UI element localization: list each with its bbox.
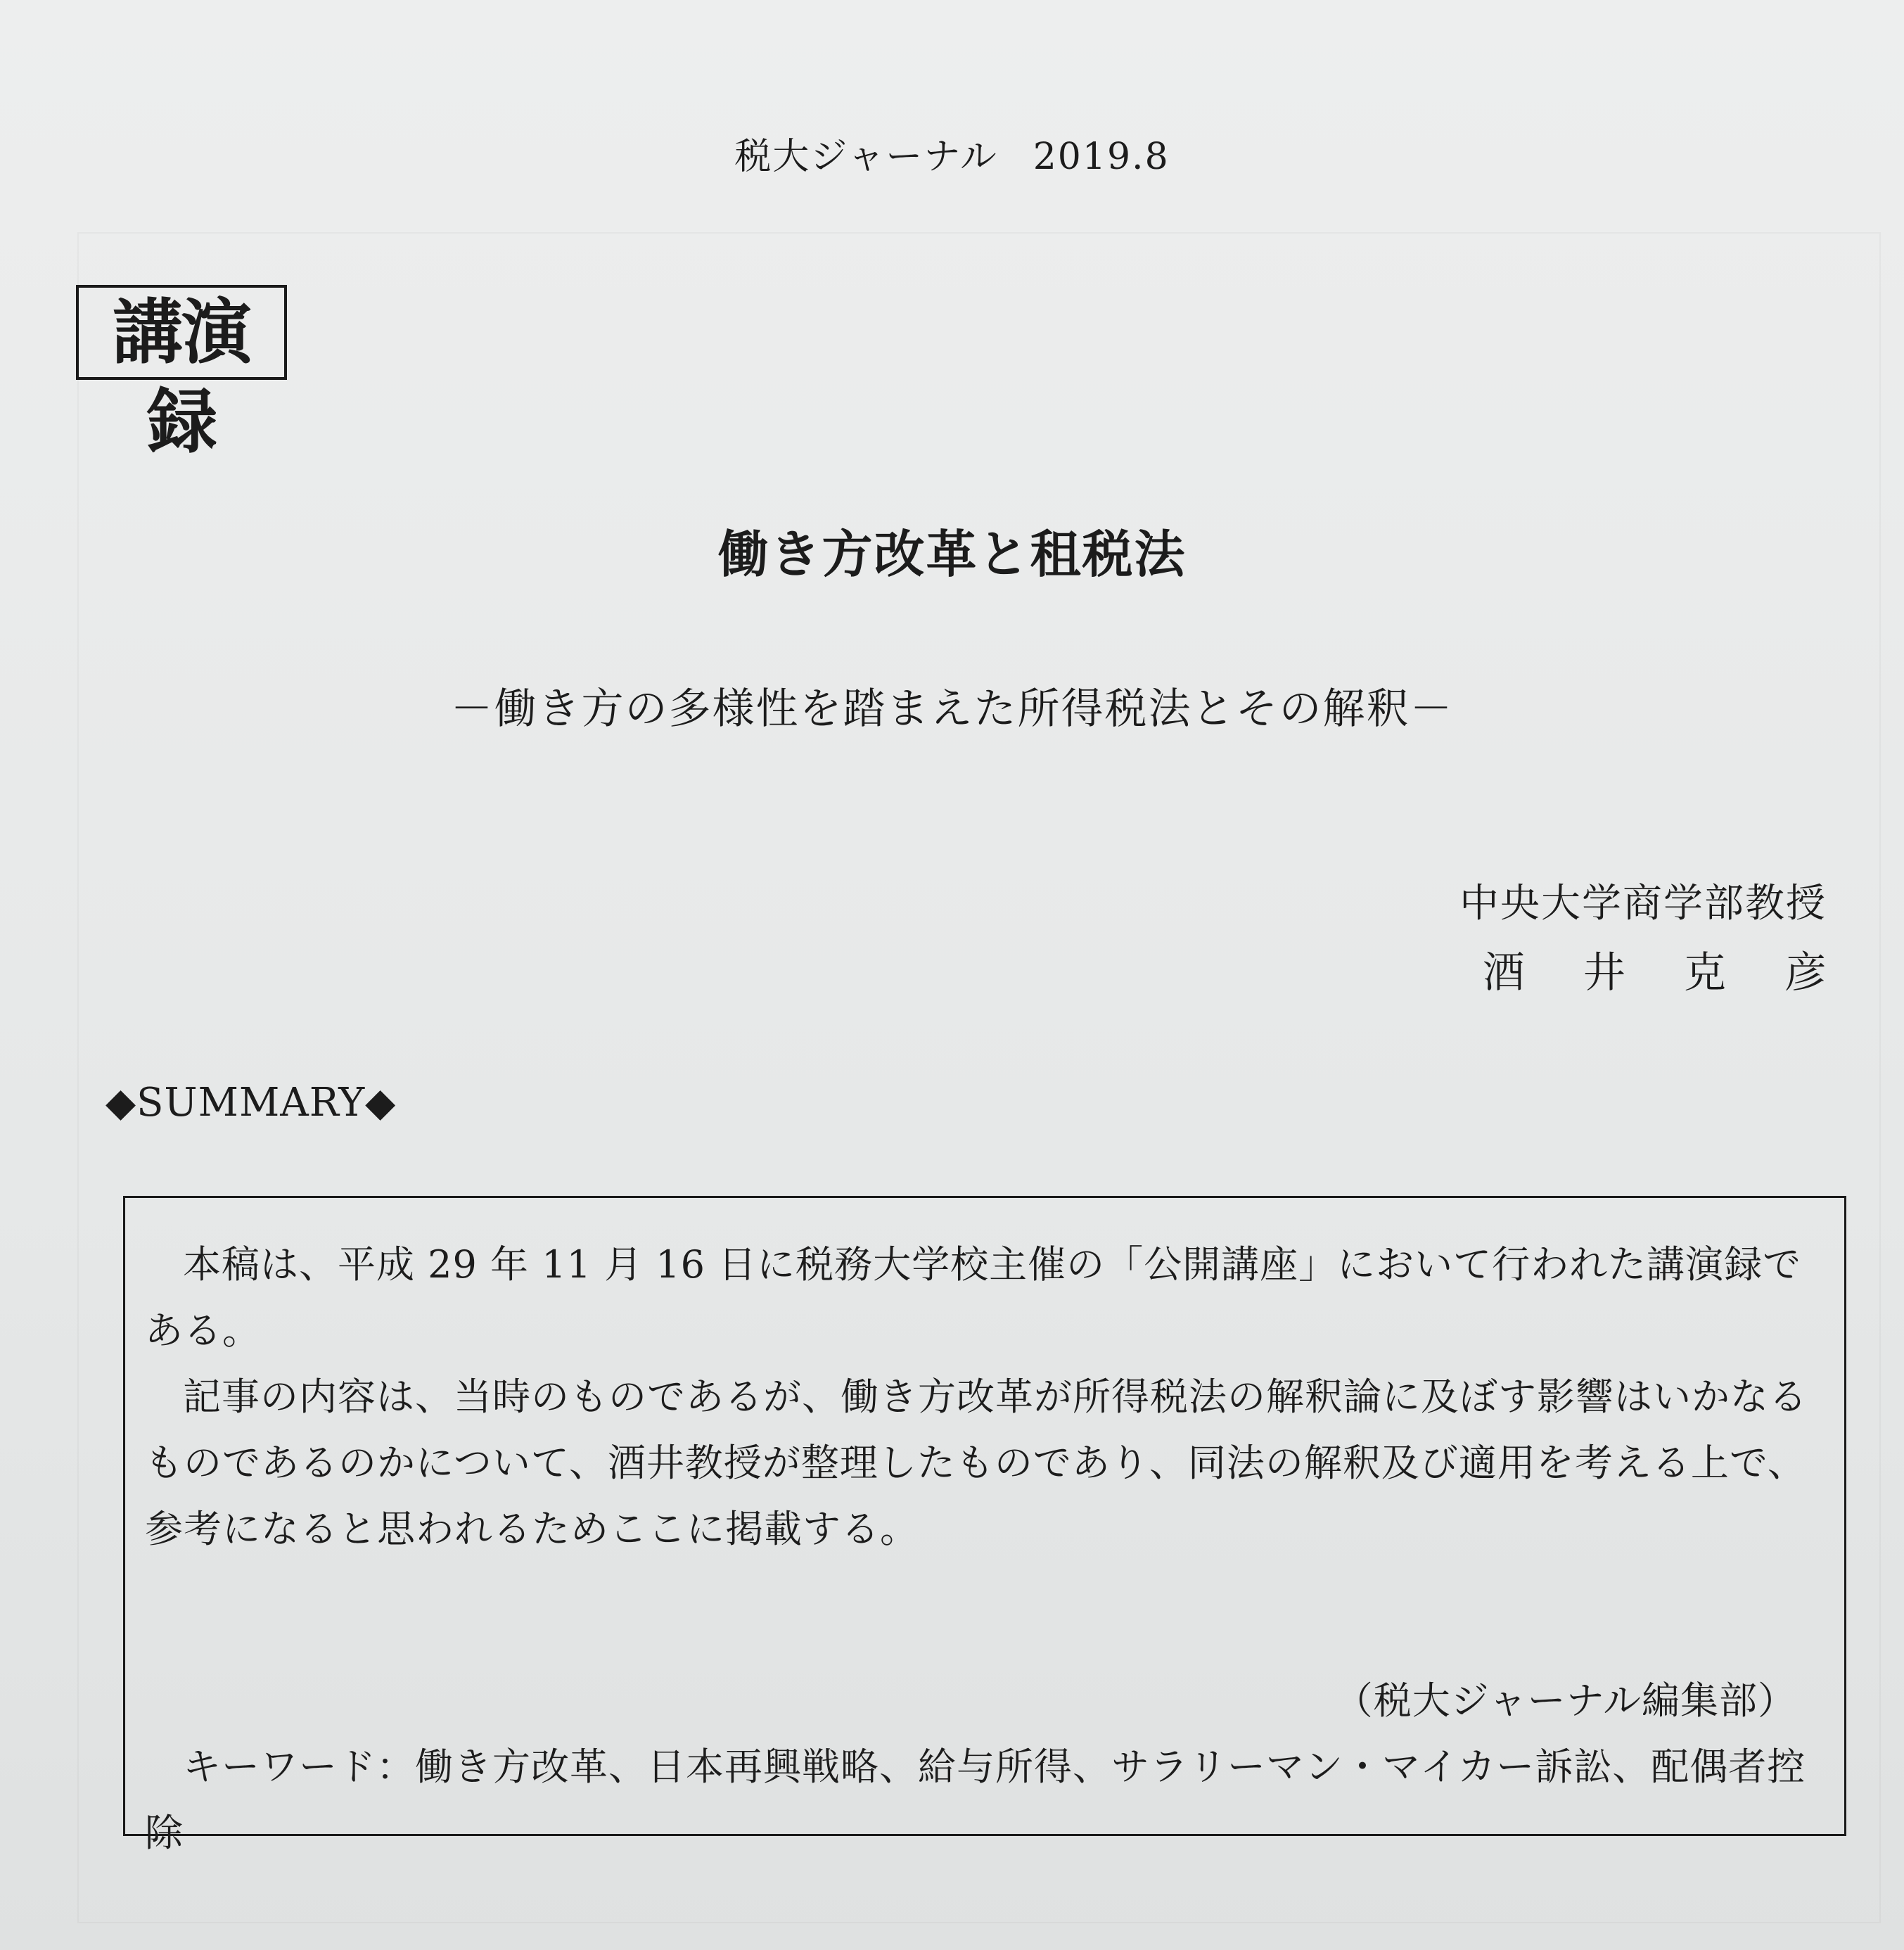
article-subtitle: －働き方の多様性を踏まえた所得税法とその解釈－ <box>450 684 1454 734</box>
journal-name: 税大ジャーナル <box>734 136 998 178</box>
author-affiliation: 中央大学商学部教授 <box>1459 881 1827 926</box>
keywords: キーワード：働き方改革、日本再興戦略、給与所得、サラリーマン・マイカー訴訟、配偶者控除 <box>145 1745 1806 1855</box>
summary-heading: ◆SUMMARY◆ <box>106 1080 397 1126</box>
journal-header <box>0 127 1904 179</box>
summary-paragraph-1: 本稿は、平成 29 年 11 月 16 日に税務大学校主催の「公開講座」において行われた講演録である。 <box>145 1242 1802 1353</box>
summary-box <box>123 1196 1846 1855</box>
author-name: 酒 井 克 彦 <box>1482 948 1849 998</box>
journal-issue: 2019.8 <box>1033 136 1170 178</box>
article-title: 働き方改革と租税法 <box>717 525 1187 584</box>
section-label: 講演録 <box>76 285 287 380</box>
editorial-credit: （税大ジャーナル編集部） <box>1334 1678 1796 1723</box>
summary-paragraph-2: 記事の内容は、当時のものであるが、働き方改革が所得税法の解釈論に及ぼす影響はいかなるものであるのかについて、酒井教授が整理したものであり、同法の解釈及び適用を考える上で、参考になると思われるためここに掲載する。 <box>145 1375 1808 1551</box>
